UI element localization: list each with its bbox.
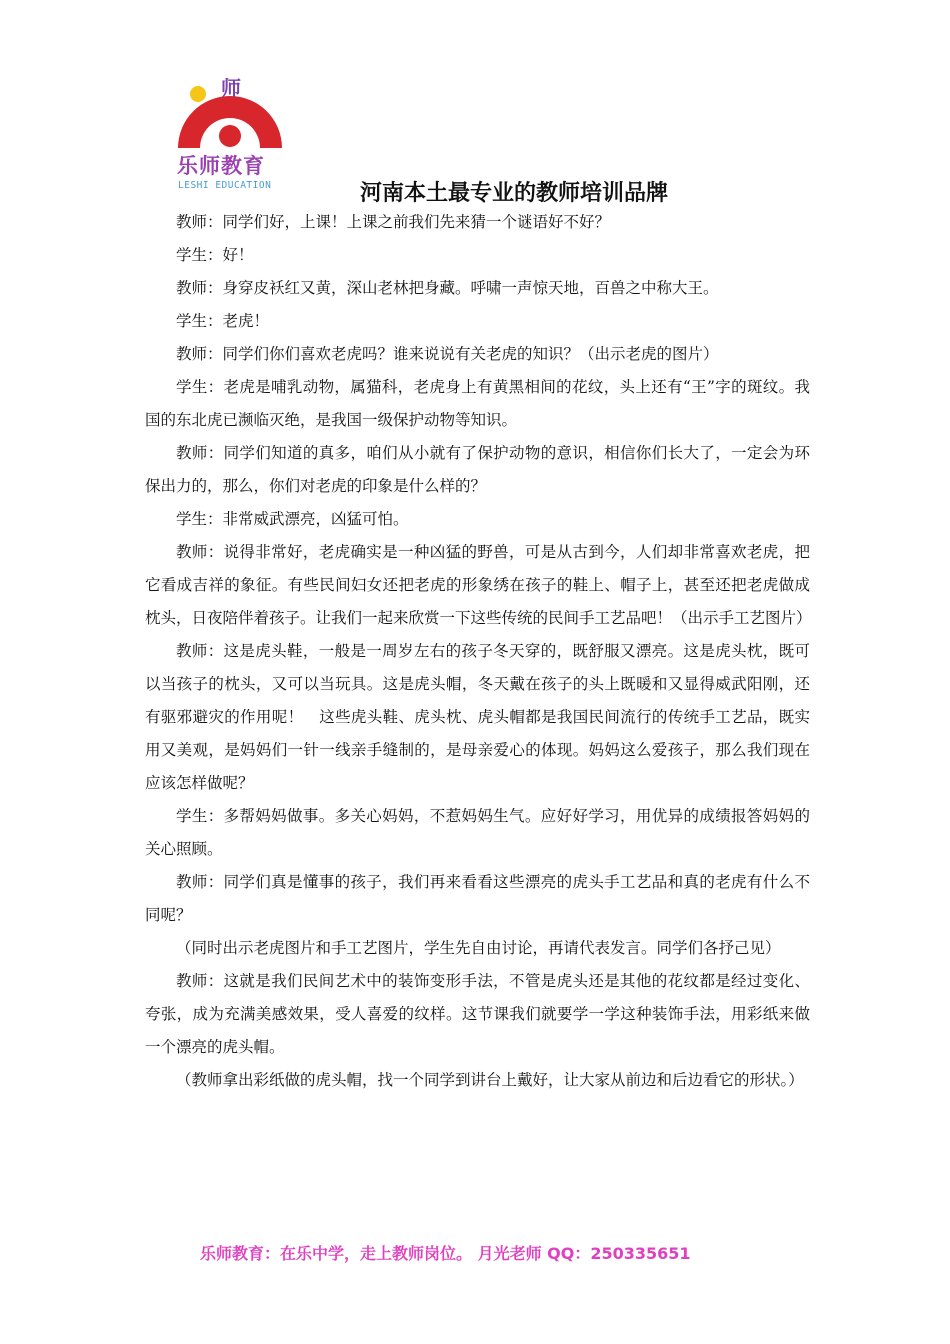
logo-subtitle: LESHI EDUCATION [178, 180, 272, 191]
logo-char: 师 [221, 76, 241, 100]
paragraph: 学生：老虎是哺乳动物，属猫科，老虎身上有黄黑相间的花纹，头上还有“王”字的斑纹。我国的东北虎已濒临灭绝，是我国一级保护动物等知识。 [145, 378, 810, 429]
paragraph: 教师：同学们你们喜欢老虎吗？谁来说说有关老虎的知识？（出示老虎的图片） [176, 345, 719, 363]
brand-title: 河南本土最专业的教师培训品牌 [360, 180, 669, 206]
paragraph: 教师：这是虎头鞋，一般是一周岁左右的孩子冬天穿的，既舒服又漂亮。这是虎头枕，既可以当孩子的枕头，又可以当玩具。这是虎头帽，冬天戴在孩子的头上既暖和又显得威武阳刚，还有驱邪避灾的作用呢！ 这些虎头鞋、虎头枕、虎头帽都是我国民间流行的传统手工艺品，既实用又美观，是妈妈们一针一线亲手缝制的，是母亲爱心的体现。妈妈这么爱孩子，那么我们现在应该怎样做呢？ [145, 642, 810, 792]
paragraph: 教师：说得非常好，老虎确实是一种凶猛的野兽，可是从古到今，人们却非常喜欢老虎，把它看成吉祥的象征。有些民间妇女还把老虎的形象绣在孩子的鞋上、帽子上，甚至还把老虎做成枕头，日夜陪伴着孩子。让我们一起来欣赏一下这些传统的民间手工艺品吧！（出示手工艺图片） [145, 543, 812, 627]
paragraph: 教师：这就是我们民间艺术中的装饰变形手法，不管是虎头还是其他的花纹都是经过变化、夸张，成为充满美感效果，受人喜爱的纹样。这节课我们就要学一学这种装饰手法，用彩纸来做一个漂亮的虎头帽。 [145, 972, 810, 1056]
paragraph: 学生：多帮妈妈做事。多关心妈妈，不惹妈妈生气。应好好学习，用优异的成绩报答妈妈的关心照顾。 [145, 807, 810, 858]
paragraph: 教师：同学们好，上课！上课之前我们先来猜一个谜语好不好？ [176, 213, 611, 231]
paragraph: 教师：同学们知道的真多，咱们从小就有了保护动物的意识，相信你们长大了，一定会为环保出力的，那么，你们对老虎的印象是什么样的？ [145, 444, 810, 495]
paragraph: 学生：好！ [176, 246, 254, 264]
footer-slogan: 乐师教育：在乐中学，走上教师岗位。 月光老师 QQ：250335651 [200, 1244, 691, 1263]
logo-name: 乐师教育 [177, 154, 265, 178]
document-body [145, 206, 810, 1097]
paragraph: 教师：身穿皮袄红又黄，深山老林把身藏。呼啸一声惊天地，百兽之中称大王。 [176, 279, 719, 297]
paragraph: 学生：老虎！ [176, 312, 270, 330]
paragraph: 学生：非常威武漂亮，凶猛可怕。 [176, 510, 409, 528]
paragraph: 教师：同学们真是懂事的孩子，我们再来看看这些漂亮的虎头手工艺品和真的老虎有什么不同呢？ [145, 873, 810, 924]
paragraph: （同时出示老虎图片和手工艺图片，学生先自由讨论，再请代表发言。同学们各抒己见） [176, 939, 781, 957]
paragraph: （教师拿出彩纸做的虎头帽，找一个同学到讲台上戴好，让大家从前边和后边看它的形状。） [176, 1071, 804, 1089]
